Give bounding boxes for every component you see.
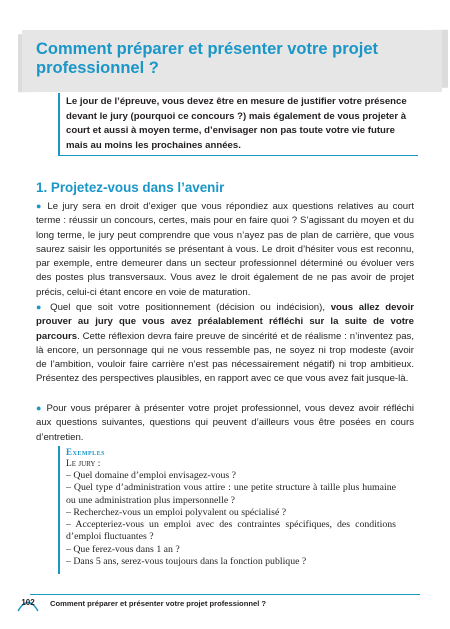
paragraph-2 — [36, 300, 414, 387]
list-item: – Accepteriez-vous un emploi avec des contraintes spécifiques, des conditions d’emploi fluctuantes ? — [66, 519, 396, 543]
paragraph-1 — [36, 199, 414, 300]
page-title: Comment préparer et présenter votre projet professionnel ? — [36, 40, 379, 77]
bullet-icon: ● — [36, 201, 44, 211]
paragraph-1-text: Le jury sera en droit d’exiger que vous répondiez aux questions relatives au court terme : réussir un concours, certes, mais pour en faire quoi ? S’agissant du moyen et du long terme, le jury peut comprendre que vous n’ayez pas de plan de carrière, que vous saurez saisir les opportunités se présentant à vous. Le droit d’hésiter vous est reconnu, par exemple, entre demeurer dans un secteur professionnel déterminé ou évoluer vers des postes plus transversaux. Vous avez le droit également de ne pas avoir de projet précis, celui-ci étant encore en voie de maturation. — [36, 201, 414, 298]
examples-subtitle: Le jury : — [66, 459, 101, 469]
paragraph-2-start: Quel que soit votre positionnement (décision ou indécision), — [50, 302, 331, 313]
page-number: 102 — [21, 598, 35, 607]
examples-title: Exemples — [66, 447, 106, 457]
list-item: – Que ferez-vous dans 1 an ? — [66, 543, 180, 555]
examples-list — [66, 470, 396, 568]
running-title: Comment préparer et présenter votre projet professionnel ? — [50, 599, 267, 608]
footer-divider — [30, 594, 420, 595]
list-item: – Recherchez-vous un emploi polyvalent ou spécialisé ? — [66, 506, 287, 518]
list-item: – Dans 5 ans, serez-vous toujours dans la fonction publique ? — [66, 556, 307, 568]
paragraph-2-emphasis: vous allez devoir prouver au jury que vous avez préalablement réfléchi sur la suite de votre parcours — [36, 302, 415, 342]
intro-text: Le jour de l’épreuve, vous devez être en mesure de justifier votre présence devant le jury (pourquoi ce concours ?) mais également de vous projeter à court et aussi à moyen terme, d’envisager non pas toute votre vie future mais au moins les prochaines années. — [66, 96, 407, 151]
bullet-icon: ● — [36, 302, 45, 312]
list-item: – Quel domaine d’emploi envisagez-vous ? — [66, 470, 237, 481]
paragraph-3 — [36, 401, 414, 445]
section-title: 1. Projetez-vous dans l’avenir — [36, 180, 225, 195]
examples-box — [58, 446, 400, 574]
list-item: – Quel type d’administration vous attire : une petite structure à taille plus humaine ou une administration plus impersonnelle ? — [66, 482, 396, 506]
page-number-badge — [16, 596, 40, 612]
paragraph-2-end: . Cette réflexion devra faire preuve de sincérité et de réalisme : n’inventez pas, là encore, un personnage qui ne vous ressemble pas, ne soyez ni trop modeste (avoir de l’ambition, vouloir faire carrière n’est pas nécessairement négatif) ni trop ambitieux. Présentez des perspectives plausibles, en rapport avec ce que vous avez fait jusque-là. — [36, 330, 414, 385]
paragraph-3-text: Pour vous préparer à présenter votre projet professionnel, vous devez avoir réfléchi aux questions suivantes, questions qui peuvent d’ailleurs vous être posées en cours d’entretien. — [36, 403, 415, 443]
bullet-icon: ● — [36, 403, 43, 413]
